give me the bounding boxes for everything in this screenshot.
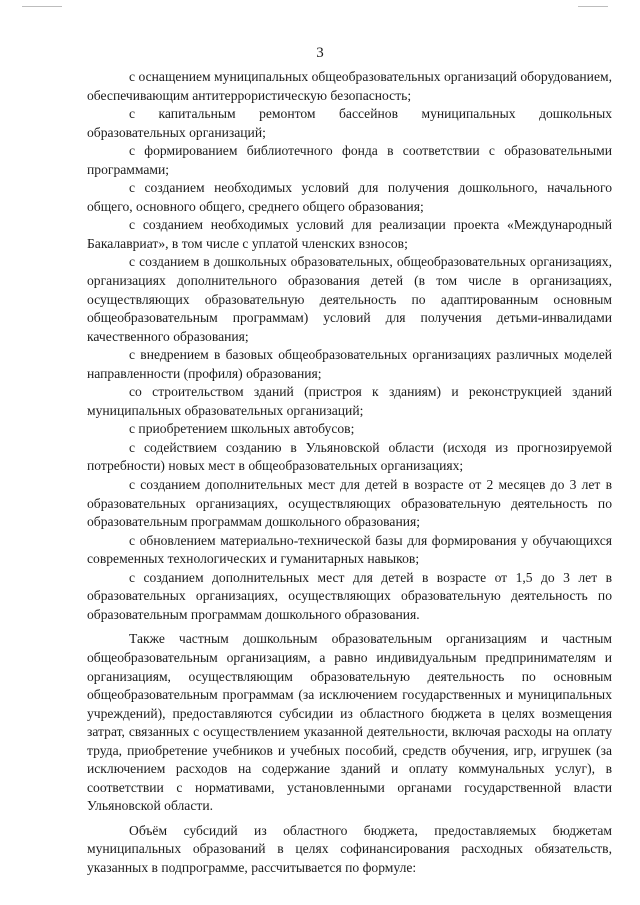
scan-artifact <box>578 6 608 7</box>
paragraph: с капитальным ремонтом бассейнов муниципальных дошкольных образовательных организаций; <box>87 106 612 140</box>
paragraph: с созданием необходимых условий для реализации проекта «Международный Бакалавриат», в том числе с уплатой членских взносов; <box>87 217 612 251</box>
paragraph: со строительством зданий (пристроя к зданиям) и реконструкцией зданий муниципальных образовательных организаций; <box>87 384 612 418</box>
paragraph: с содействием созданию в Ульяновской области (исходя из прогнозируемой потребности) новых мест в общеобразовательных организациях; <box>87 439 612 474</box>
paragraph: Также частным дошкольным образовательным организациям и частным общеобразовательным организациям, а равно индивидуальным предпринимателям и организациям, осуществляющим образовательную деятельность по основным общеобразовательным программам (за исключением государственных и муниципальных учреждений), предоставляются субсидии из областного бюджета в целях возмещения затрат, связанных с осуществлением указанной деятельности, включая расходы на оплату труда, приобретение учебников и учебных пособий, средств обучения, игр, игрушек (за исключением расходов на содержание зданий и оплату коммунальных услуг), в соответствии с нормативами, установленными органами государственной власти Ульяновской области. <box>87 631 612 814</box>
paragraph: с внедрением в базовых общеобразовательных организациях различных моделей направленности (профиля) образования; <box>87 347 612 381</box>
paragraph: с формированием библиотечного фонда в соответствии с образовательными программами; <box>87 143 612 177</box>
paragraph: с созданием необходимых условий для получения дошкольного, начального общего, основного общего, среднего общего образования; <box>87 180 612 214</box>
paragraph: с обновлением материально-технической базы для формирования у обучающихся современных технологических и гуманитарных навыков; <box>87 532 612 567</box>
paragraph: с оснащением муниципальных общеобразовательных организаций оборудованием, обеспечивающим антитеррористическую безопасность; <box>87 69 612 103</box>
paragraph: с созданием дополнительных мест для детей в возрасте от 2 месяцев до 3 лет в образовательных организациях, осуществляющих образовательную деятельность по образовательным программам дошкольного образования; <box>87 477 612 530</box>
paragraph: с созданием в дошкольных образовательных, общеобразовательных организациях, организациях дополнительного образования детей (в том числе в организациях, осуществляющих образовательную деятельность по адаптированным основным общеобразовательным программам) условий для получения детьми-инвалидами качественного образования; <box>87 254 612 344</box>
paragraph: с приобретением школьных автобусов; <box>129 421 355 437</box>
paragraph: с созданием дополнительных мест для детей в возрасте от 1,5 до 3 лет в образовательных организациях, осуществляющих образовательную деятельность по образовательным программам дошкольного образования. <box>87 569 612 622</box>
scan-artifact <box>22 6 62 7</box>
paragraph: Объём субсидий из областного бюджета, предоставляемых бюджетам муниципальных образований в целях софинансирования расходных обязательств, указанных в подпрограмме, рассчитывается по формуле: <box>87 822 612 875</box>
document-body <box>87 68 612 878</box>
page-number: 3 <box>316 45 324 61</box>
